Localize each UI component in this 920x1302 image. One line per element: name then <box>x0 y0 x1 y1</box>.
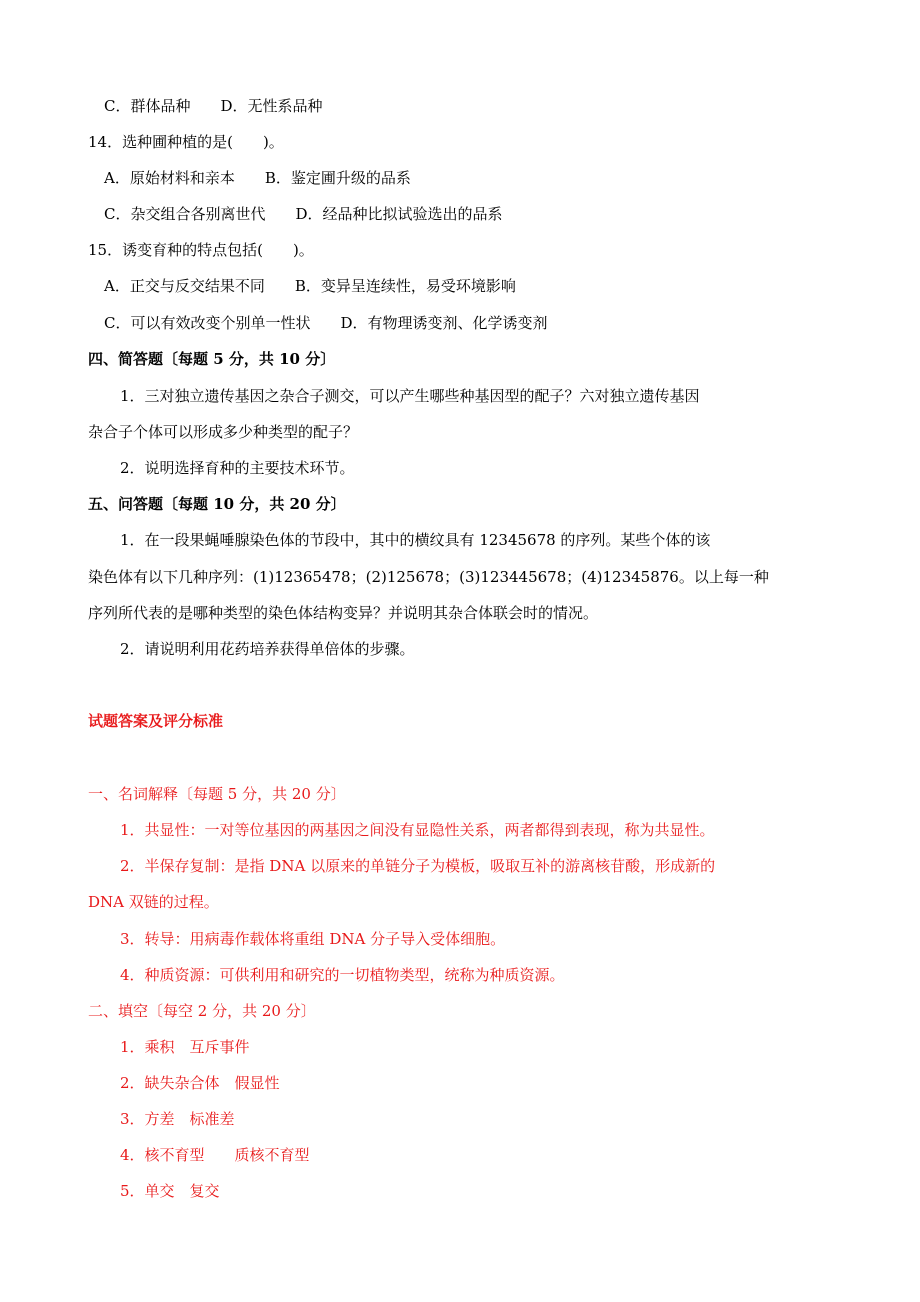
q13-options-cd: C．群体品种 D．无性系品种 <box>104 97 323 115</box>
section4-heading: 四、简答题〔每题 5 分，共 10 分〕 <box>88 350 336 368</box>
answer-2-line2: DNA 双链的过程。 <box>88 893 219 911</box>
section5-heading: 五、问答题〔每题 10 分，共 20 分〕 <box>88 495 346 513</box>
section5-q1-line1: 1．在一段果蝇唾腺染色体的节段中，其中的横纹具有 12345678 的序列。某些个体的该 <box>120 531 711 549</box>
section5-q1-line3: 序列所代表的是哪种类型的染色体结构变异？并说明其杂合体联会时的情况。 <box>88 604 599 622</box>
q14-options-cd: C．杂交组合各别离世代 D．经品种比拟试验选出的品系 <box>104 205 503 223</box>
section4-q2: 2．说明选择育种的主要技术环节。 <box>120 459 355 477</box>
question-14: 14．选种圃种植的是( )。 <box>88 133 284 151</box>
answer-4: 4．种质资源：可供利用和研究的一切植物类型，统称为种质资源。 <box>120 966 565 984</box>
answer-2-line1: 2．半保存复制：是指 DNA 以原来的单链分子为模板，吸取互补的游离核苷酸，形成新的 <box>120 857 716 875</box>
fill-answer-5: 5．单交 复交 <box>120 1182 220 1200</box>
section4-q1-line1: 1．三对独立遗传基因之杂合子测交，可以产生哪些种基因型的配子？六对独立遗传基因 <box>120 387 700 405</box>
answer-1: 1．共显性：一对等位基因的两基因之间没有显隐性关系，两者都得到表现，称为共显性。 <box>120 821 715 839</box>
section5-q1-line2: 染色体有以下几种序列：(1)12365478；(2)125678；(3)123445678；(4)12345876。以上每一种 <box>88 568 769 586</box>
section5-q2: 2．请说明利用花药培养获得单倍体的步骤。 <box>120 640 415 658</box>
fill-answer-3: 3．方差 标准差 <box>120 1110 235 1128</box>
fill-answer-4: 4．核不育型 质核不育型 <box>120 1146 310 1164</box>
answer-3: 3．转导：用病毒作载体将重组 DNA 分子导入受体细胞。 <box>120 930 506 948</box>
answers-part1-heading: 一、名词解释〔每题 5 分，共 20 分〕 <box>88 785 346 803</box>
fill-answer-1: 1．乘积 互斥事件 <box>120 1038 250 1056</box>
section4-q1-line2: 杂合子个体可以形成多少种类型的配子？ <box>88 423 359 441</box>
answers-title: 试题答案及评分标准 <box>88 712 224 730</box>
fill-answer-2: 2．缺失杂合体 假显性 <box>120 1074 280 1092</box>
answers-part2-heading: 二、填空〔每空 2 分，共 20 分〕 <box>88 1002 316 1020</box>
q14-options-ab: A．原始材料和亲本 B．鉴定圃升级的品系 <box>104 169 411 187</box>
q15-options-ab: A．正交与反交结果不同 B．变异呈连续性，易受环境影响 <box>104 277 516 295</box>
q15-options-cd: C．可以有效改变个别单一性状 D．有物理诱变剂、化学诱变剂 <box>104 314 548 332</box>
question-15: 15．诱变育种的特点包括( )。 <box>88 241 314 259</box>
